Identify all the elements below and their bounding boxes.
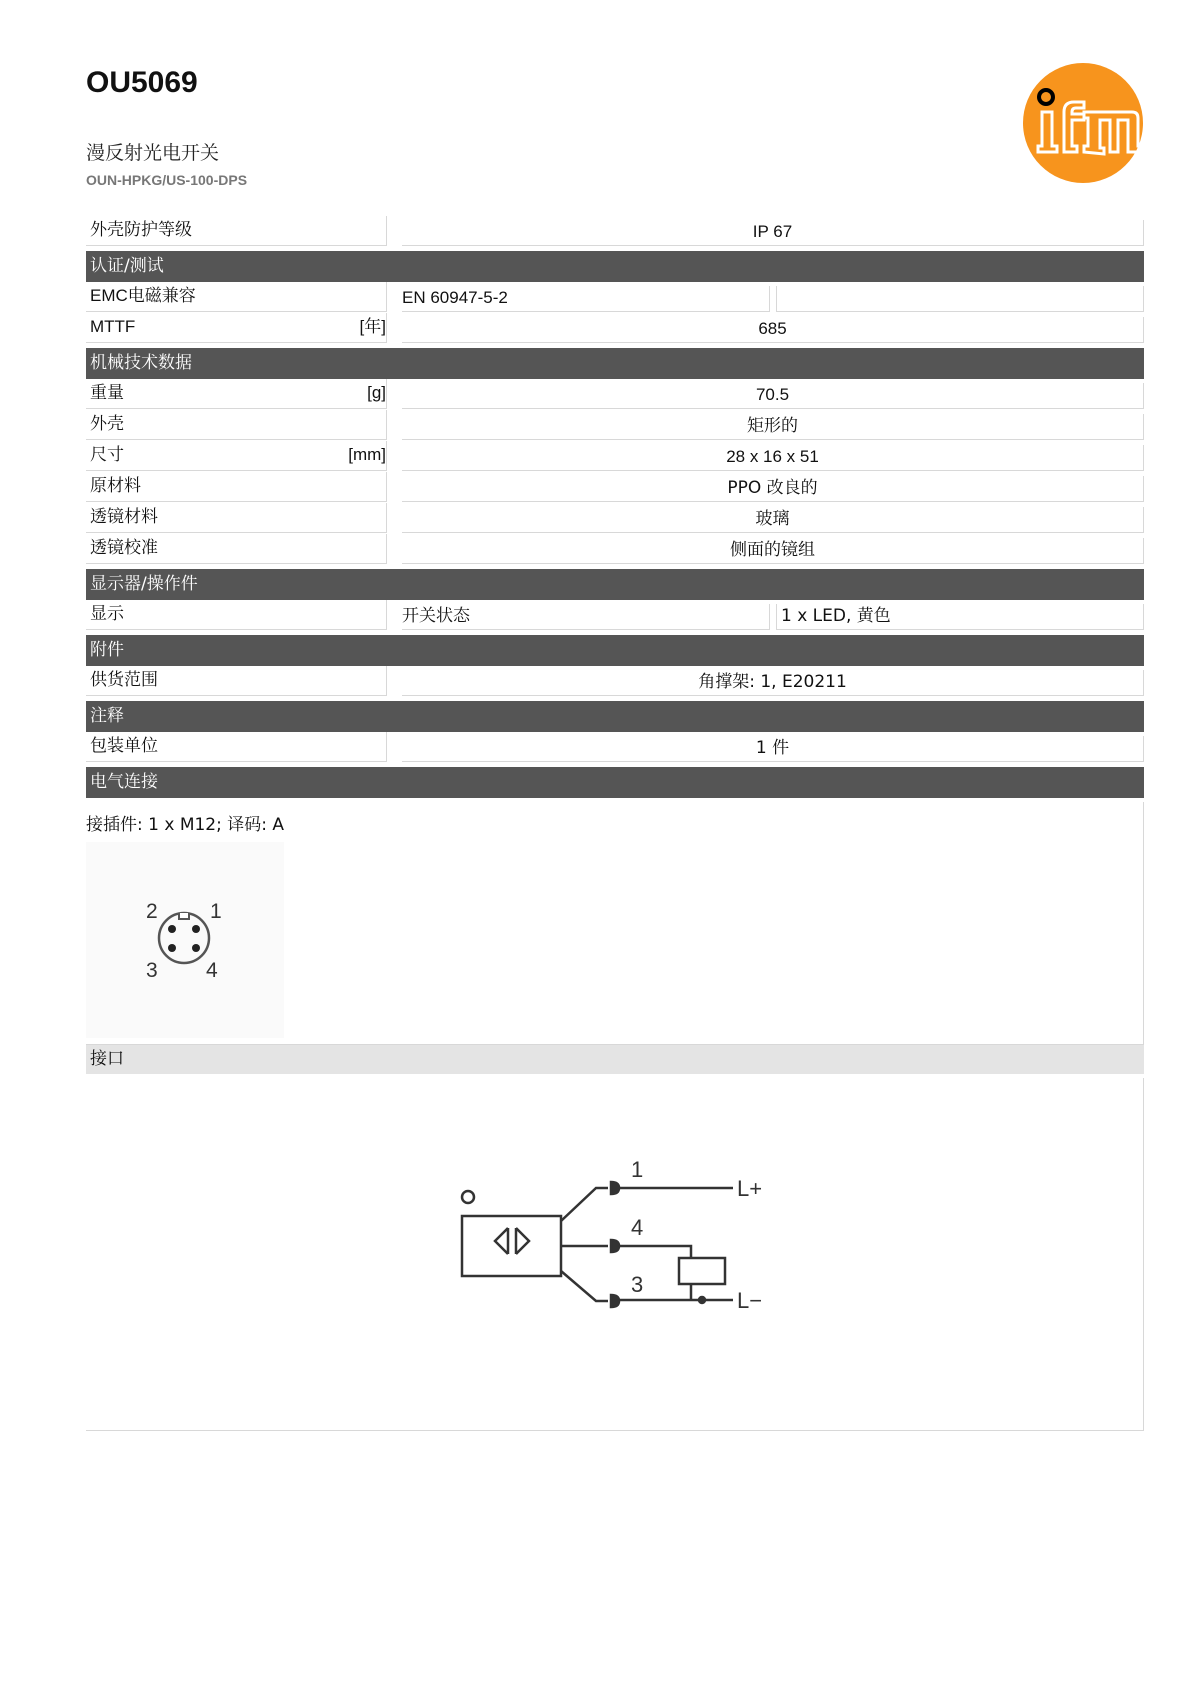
- row-label: [86, 282, 387, 312]
- row-label: 尺寸: [86, 441, 387, 471]
- row-label: 供货范围: [86, 666, 387, 696]
- pin-label-3: 3: [146, 959, 158, 982]
- row-packaging: [86, 732, 1144, 763]
- row-lens-material: [86, 503, 1144, 534]
- row-dimensions: [86, 441, 1144, 472]
- row-value: EN 60947-5-2: [402, 286, 770, 312]
- row-value: 1 件: [402, 736, 1144, 762]
- row-lens-alignment: [86, 534, 1144, 565]
- row-unit: [g]: [367, 383, 386, 402]
- wire-pin-1: 1: [631, 1157, 644, 1182]
- row-unit: [mm]: [348, 445, 386, 464]
- row-value: 矩形的: [402, 414, 1144, 440]
- row-value-empty: [776, 286, 1144, 312]
- row-value: 28 x 16 x 51: [402, 445, 1144, 471]
- pin-label-1: 1: [210, 900, 222, 923]
- row-value: 开关状态: [402, 604, 770, 630]
- row-value: 角撑架: 1, E20211: [402, 670, 1144, 696]
- row-value-2: 1 x LED, 黄色: [776, 604, 1144, 630]
- connection-box: [86, 802, 1144, 1045]
- product-code: OUN-HPKG/US-100-DPS: [86, 172, 248, 188]
- row-label: MTTF: [86, 313, 387, 343]
- row-material: [86, 472, 1144, 503]
- section-header-notes: 注释: [86, 701, 1144, 732]
- row-label: 外壳防护等级: [86, 216, 387, 246]
- row-value: 侧面的镜组: [402, 538, 1144, 564]
- spec-table: [86, 216, 1144, 1431]
- row-housing-protection: [86, 216, 1144, 247]
- row-scope: [86, 666, 1144, 697]
- row-value: 685: [402, 317, 1144, 343]
- row-label: 包装单位: [86, 732, 387, 762]
- row-label: 重量: [86, 379, 387, 409]
- section-header-certification: 认证/测试: [86, 251, 1144, 282]
- ifm-logo-icon: [1022, 62, 1144, 184]
- row-label-text: EMC电磁兼容: [90, 286, 196, 305]
- row-mttf: [86, 313, 1144, 344]
- m12-connector-icon: [86, 842, 284, 1038]
- row-label: 原材料: [86, 472, 387, 502]
- row-value: 70.5: [402, 383, 1144, 409]
- wiring-diagram: [86, 1078, 1144, 1430]
- page-title: OU5069: [86, 66, 198, 99]
- section-header-accessories: 附件: [86, 635, 1144, 666]
- section-header-mechanical: 机械技术数据: [86, 348, 1144, 379]
- label-l-minus: L−: [737, 1288, 763, 1313]
- label-l-plus: L+: [737, 1176, 763, 1201]
- row-weight: [86, 379, 1144, 410]
- pinout-diagram: [86, 842, 284, 1038]
- row-emc: [86, 282, 1144, 313]
- row-display: [86, 600, 1144, 631]
- section-header-interface: 接口: [86, 1045, 1144, 1074]
- product-subtitle: 漫反射光电开关: [86, 142, 220, 164]
- row-housing: [86, 410, 1144, 441]
- row-label: 透镜材料: [86, 503, 387, 533]
- row-label: 透镜校准: [86, 534, 387, 564]
- row-unit: [年]: [359, 317, 386, 336]
- section-header-electrical: 电气连接: [86, 767, 1144, 798]
- connection-text: 接插件: 1 x M12; 译码: A: [86, 815, 285, 835]
- pin-label-2: 2: [146, 900, 158, 923]
- row-value: IP 67: [402, 220, 1144, 246]
- row-value: PPO 改良的: [402, 476, 1144, 502]
- wire-pin-4: 4: [631, 1215, 644, 1240]
- interface-box: [86, 1078, 1144, 1431]
- row-label: 外壳: [86, 410, 387, 440]
- pin-label-4: 4: [206, 959, 218, 982]
- wire-pin-3: 3: [631, 1272, 644, 1297]
- row-label: 显示: [86, 600, 387, 630]
- row-value: 玻璃: [402, 507, 1144, 533]
- section-header-displays: 显示器/操作件: [86, 569, 1144, 600]
